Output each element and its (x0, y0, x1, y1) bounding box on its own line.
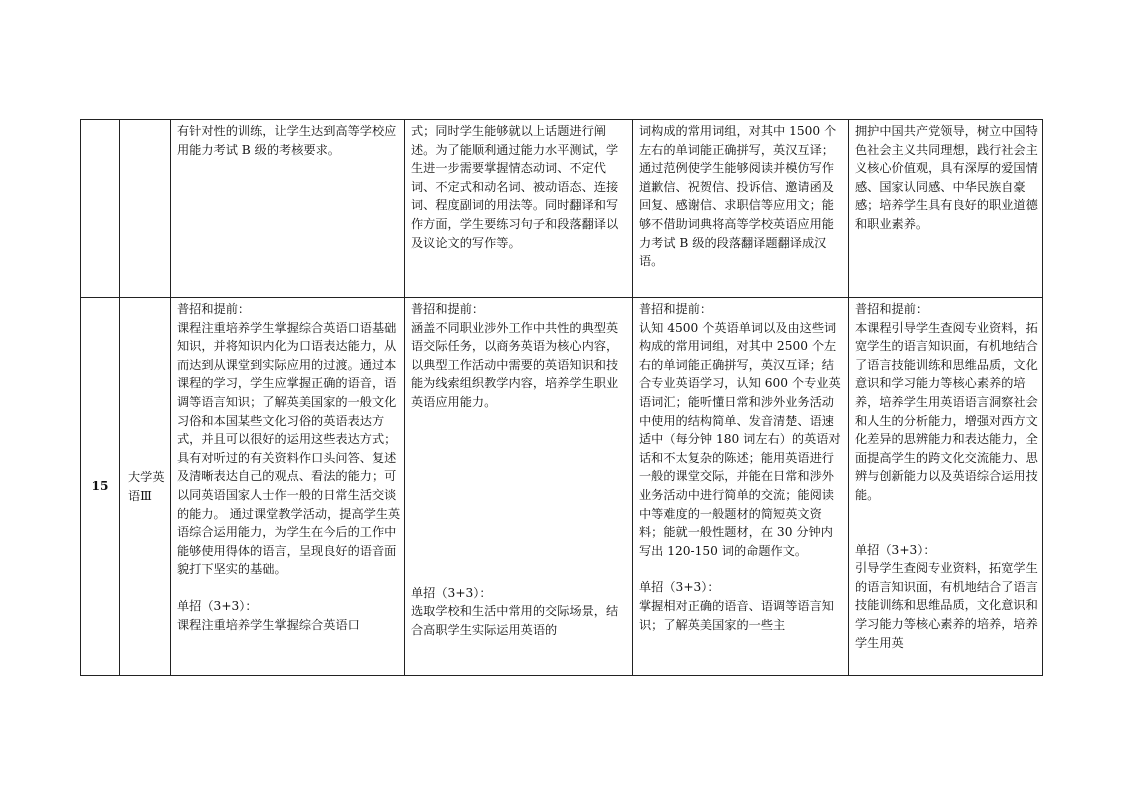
row-number-cell (81, 120, 120, 298)
objectives-cell (171, 298, 405, 676)
table-row (81, 120, 1043, 298)
table-row (81, 298, 1043, 676)
section-label: 普招和提前： (855, 302, 929, 316)
course-name-cell: 大学英语Ⅲ (120, 298, 171, 676)
curriculum-table (80, 119, 1043, 676)
section-label: 单招（3+3）： (855, 542, 936, 557)
cell-text: 有针对性的训练，让学生达到高等学校应用能力考试 B 级的考核要求。 (177, 124, 397, 157)
cell-text: 选取学校和生活中常用的交际场景，结合高职学生实际运用英语的 (411, 604, 619, 637)
content-cell (405, 120, 633, 298)
cell-text: 掌握相对正确的语音、语调等语言知识；了解英美国家的一些主 (639, 598, 834, 632)
cell-text: 词构成的常用词组，对其中 1500 个左右的单词能正确拼写，英汉互译；通过范例使学生能够阅读并模仿写作道歉信、祝贺信、投诉信、邀请函及回复、感谢信、求职信等应用文；能够不借助词典将高等学校英语应用能力考试 B 级的段落翻译题翻译成汉语。 (639, 124, 837, 269)
objectives-cell (171, 120, 405, 298)
cell-text: 本课程引导学生查阅专业资料，拓宽学生的语言知识面，有机地结合了语言技能训练和思维品质，文化意识和学习能力等核心素养的培养，培养学生用英语语言洞察社会和人生的分析能力，增强对西方文化差异的思辨能力和表达能力，全面提高学生的跨文化交流能力、思辨与创新能力以及英语综合运用技能。 (855, 320, 1038, 502)
course-name-cell (120, 120, 171, 298)
cell-text: 拥护中国共产党领导，树立中国特色社会主义共同理想，践行社会主义核心价值观，具有深厚的爱国情感、国家认同感、中华民族自豪感；培养学生具有良好的职业道德和职业素养。 (855, 124, 1038, 231)
ideology-cell (849, 120, 1043, 298)
section-label: 单招（3+3）： (411, 585, 492, 600)
cell-text: 式；同时学生能够就以上话题进行阐述。为了能顺利通过能力水平测试，学生进一步需要掌握情态动词、不定代词、不定式和动名词、被动语态、连接词、程度副词的用法等。同时翻译和写作方面，学生要练习句子和段落翻译以及议论文的写作等。 (411, 124, 619, 250)
cell-text: 涵盖不同职业涉外工作中共性的典型英语交际任务，以商务英语为核心内容，以典型工作活动中需要的英语知识和技能为线索组织教学内容，培养学生职业英语应用能力。 (411, 320, 619, 409)
section-label: 普招和提前： (639, 302, 713, 316)
row-number-cell: 15 (81, 298, 120, 676)
requirements-cell (633, 120, 849, 298)
content-cell (405, 298, 633, 676)
requirements-cell (633, 298, 849, 676)
cell-text: 课程注重培养学生掌握综合英语口语基础知识，并将知识内化为口语表达能力，从而达到从课堂到实际应用的过渡。通过本课程的学习，学生应掌握正确的语音，语调等语言知识；了解英美国家的一般文化习俗和本国某些文化习俗的英语表达方式，并且可以很好的运用这些表达方式；具有对听过的有关资料作口头问答、复述及清晰表达自己的观点、看法的能力；可以同英语国家人士作一般的日常生活交谈的能力。 通过课堂教学活动，提高学生英语综合运用能力，为学生在今后的工作中能够使用得体的语言，呈现良好的语音面貌打下坚实的基础。 (177, 320, 401, 577)
cell-text: 认知 4500 个英语单词以及由这些词构成的常用词组，对其中 2500 个左右的单词能正确拼写，英汉互译；结合专业英语学习，认知 600 个专业英语词汇；能听懂日常和涉外业务活动中使用的结构简单、发音清楚、语速适中（每分钟 180 词左右）的英语对话和不太复杂的陈述；能用英语进行一般的课堂交际，并能在日常和涉外业务活动中进行简单的交流；能阅读中等难度的一般题材的简短英文资料；能就一般性题材，在 30 分钟内写出 120-150 词的命题作文。 (639, 320, 841, 558)
section-label: 单招（3+3）： (177, 598, 258, 613)
section-label: 普招和提前： (411, 302, 485, 316)
cell-text: 引导学生查阅专业资料，拓宽学生的语言知识面，有机地结合了语言技能训练和思维品质，文化意识和学习能力等核心素养的培养，培养学生用英 (855, 561, 1038, 650)
ideology-cell (849, 298, 1043, 676)
cell-text: 课程注重培养学生掌握综合英语口 (177, 617, 360, 632)
section-label: 普招和提前： (177, 302, 251, 316)
section-label: 单招（3+3）： (639, 580, 720, 595)
